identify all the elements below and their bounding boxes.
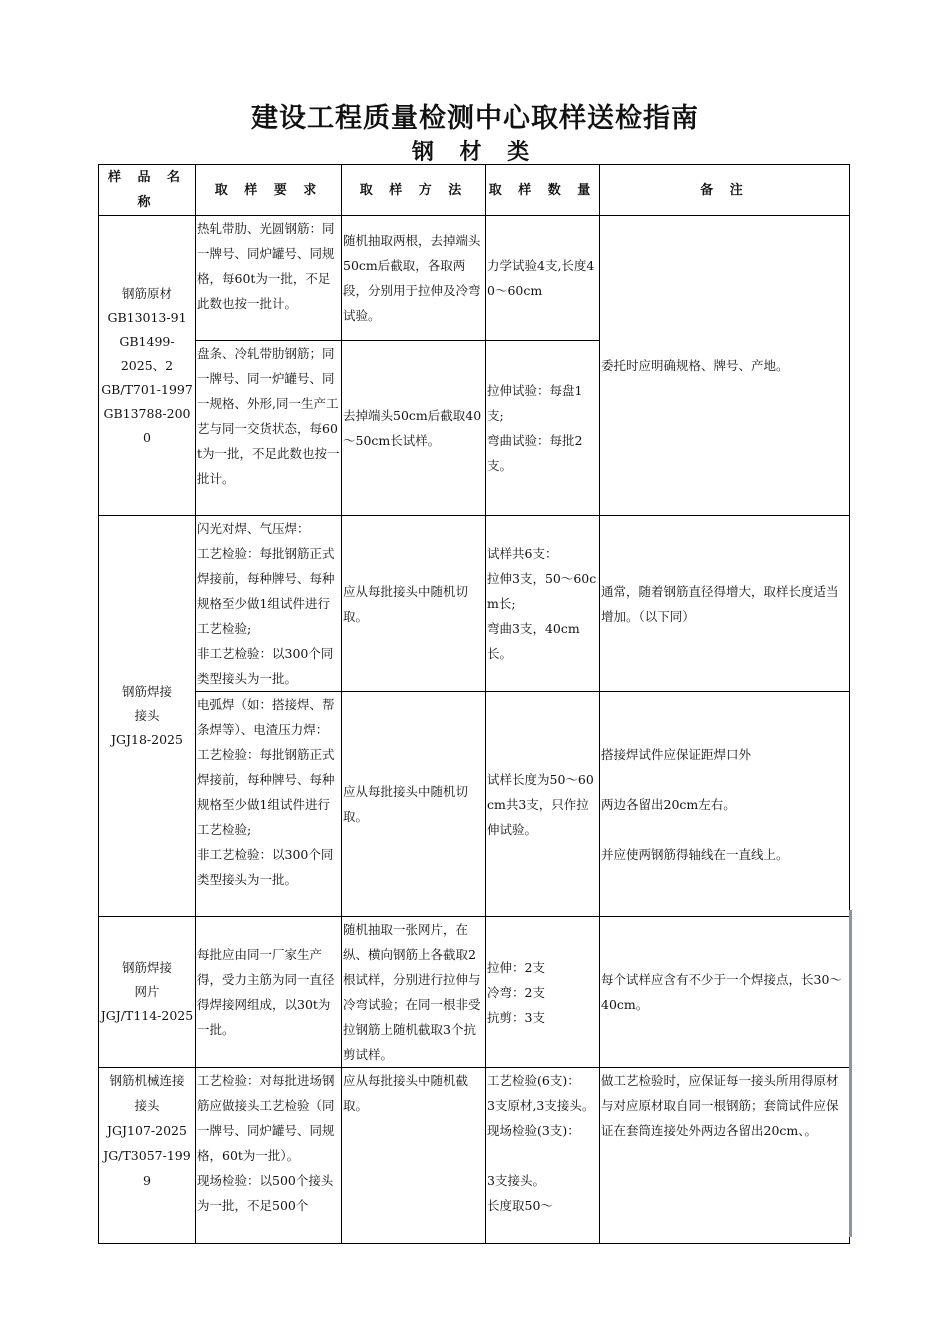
method-cell: 应从每批接头中随机截取。 bbox=[342, 1068, 486, 1244]
table-header-row bbox=[99, 165, 850, 216]
header-quantity: 取 样 数 量 bbox=[486, 165, 600, 216]
table-row bbox=[99, 1068, 850, 1244]
remark-cell: 搭接焊试件应保证距焊口外 两边各留出20cm左右。 并应使两钢筋得轴线在一直线上。 bbox=[600, 692, 850, 917]
requirement-cell: 热轧带肋、光圆钢筋：同一牌号、同炉罐号、同规格，每60t为一批，不足此数也按一批计。 bbox=[196, 216, 342, 341]
requirement-cell: 盘条、冷轧带肋钢筋；同一牌号、同一炉罐号、同一规格、外形,同一生产工艺与同一交货状态，每60t为一批，不足此数也按一批计。 bbox=[196, 341, 342, 516]
header-requirement: 取 样 要 求 bbox=[196, 165, 342, 216]
sample-name-cell: 钢筋焊接 网片 JGJ/T114-2025 bbox=[99, 917, 196, 1068]
method-cell: 应从每批接头中随机切取。 bbox=[342, 692, 486, 917]
quantity-cell: 拉伸：2支 冷弯：2支 抗剪：3支 bbox=[486, 917, 600, 1068]
quantity-cell: 试样长度为50～60cm共3支，只作拉伸试验。 bbox=[486, 692, 600, 917]
page-subtitle: 钢 材 类 bbox=[411, 140, 539, 165]
method-cell: 应从每批接头中随机切取。 bbox=[342, 516, 486, 692]
sample-name-cell: 钢筋原材 GB13013-91 GB1499- 2025、2 GB/T701-1997 GB13788-2000 bbox=[99, 216, 196, 516]
requirement-cell: 工艺检验：对每批进场钢筋应做接头工艺检验（同一牌号、同炉罐号、同规格，60t为一批）。 现场检验：以500个接头为一批，不足500个 bbox=[196, 1068, 342, 1244]
remark-cell: 每个试样应含有不少于一个焊接点，长30～40cm。 bbox=[600, 917, 850, 1068]
quantity-cell: 工艺检验(6支)： 3支原材,3支接头。 现场检验(3支)： 3支接头。 长度取50～ bbox=[486, 1068, 600, 1244]
method-cell: 去掉端头50cm后截取40～50cm长试样。 bbox=[342, 341, 486, 516]
quantity-cell: 试样共6支： 拉伸3支，50～60cm长; 弯曲3支，40cm长。 bbox=[486, 516, 600, 692]
table-row bbox=[99, 692, 850, 917]
requirement-cell: 每批应由同一厂家生产得，受力主筋为同一直径得焊接网组成，以30t为一批。 bbox=[196, 917, 342, 1068]
table-row bbox=[99, 516, 850, 692]
remark-cell: 委托时应明确规格、牌号、产地。 bbox=[600, 216, 850, 516]
page-edge-shadow bbox=[849, 910, 852, 1237]
method-cell: 随机抽取一张网片，在纵、横向钢筋上各截取2根试样，分别进行拉伸与冷弯试验；在同一根非受拉钢筋上随机截取3个抗剪试样。 bbox=[342, 917, 486, 1068]
header-remark: 备 注 bbox=[600, 165, 850, 216]
quantity-cell: 力学试验4支,长度40～60cm bbox=[486, 216, 600, 341]
sampling-guide-table bbox=[98, 164, 850, 1244]
remark-cell: 做工艺检验时，应保证每一接头所用得原材与对应原材取自同一根钢筋；套筒试件应保证在套筒连接处外两边各留出20cm、。 bbox=[600, 1068, 850, 1244]
header-method: 取 样 方 法 bbox=[342, 165, 486, 216]
sample-name-cell: 钢筋焊接 接头 JGJ18-2025 bbox=[99, 516, 196, 917]
table-row bbox=[99, 917, 850, 1068]
remark-cell: 通常，随着钢筋直径得增大，取样长度适当增加。（以下同） bbox=[600, 516, 850, 692]
sample-name-cell: 钢筋机械连接 接头 JGJ107-2025 JG/T3057-1999 bbox=[99, 1068, 196, 1244]
page-title: 建设工程质量检测中心取样送检指南 bbox=[251, 103, 699, 134]
requirement-cell: 闪光对焊、气压焊： 工艺检验：每批钢筋正式焊接前，每种牌号、每种规格至少做1组试件进行工艺检验; 非工艺检验：以300个同类型接头为一批。 bbox=[196, 516, 342, 692]
quantity-cell: 拉伸试验：每盘1支; 弯曲试验：每批2支。 bbox=[486, 341, 600, 516]
table-row bbox=[99, 216, 850, 341]
header-sample-name: 样 品 名 称 bbox=[99, 165, 196, 216]
method-cell: 随机抽取两根，去掉端头50cm后截取，各取两段，分别用于拉伸及冷弯试验。 bbox=[342, 216, 486, 341]
requirement-cell: 电弧焊（如：搭接焊、帮条焊等）、电渣压力焊： 工艺检验：每批钢筋正式焊接前，每种牌号、每种规格至少做1组试件进行工艺检验; 非工艺检验：以300个同类型接头为一批。 bbox=[196, 692, 342, 917]
